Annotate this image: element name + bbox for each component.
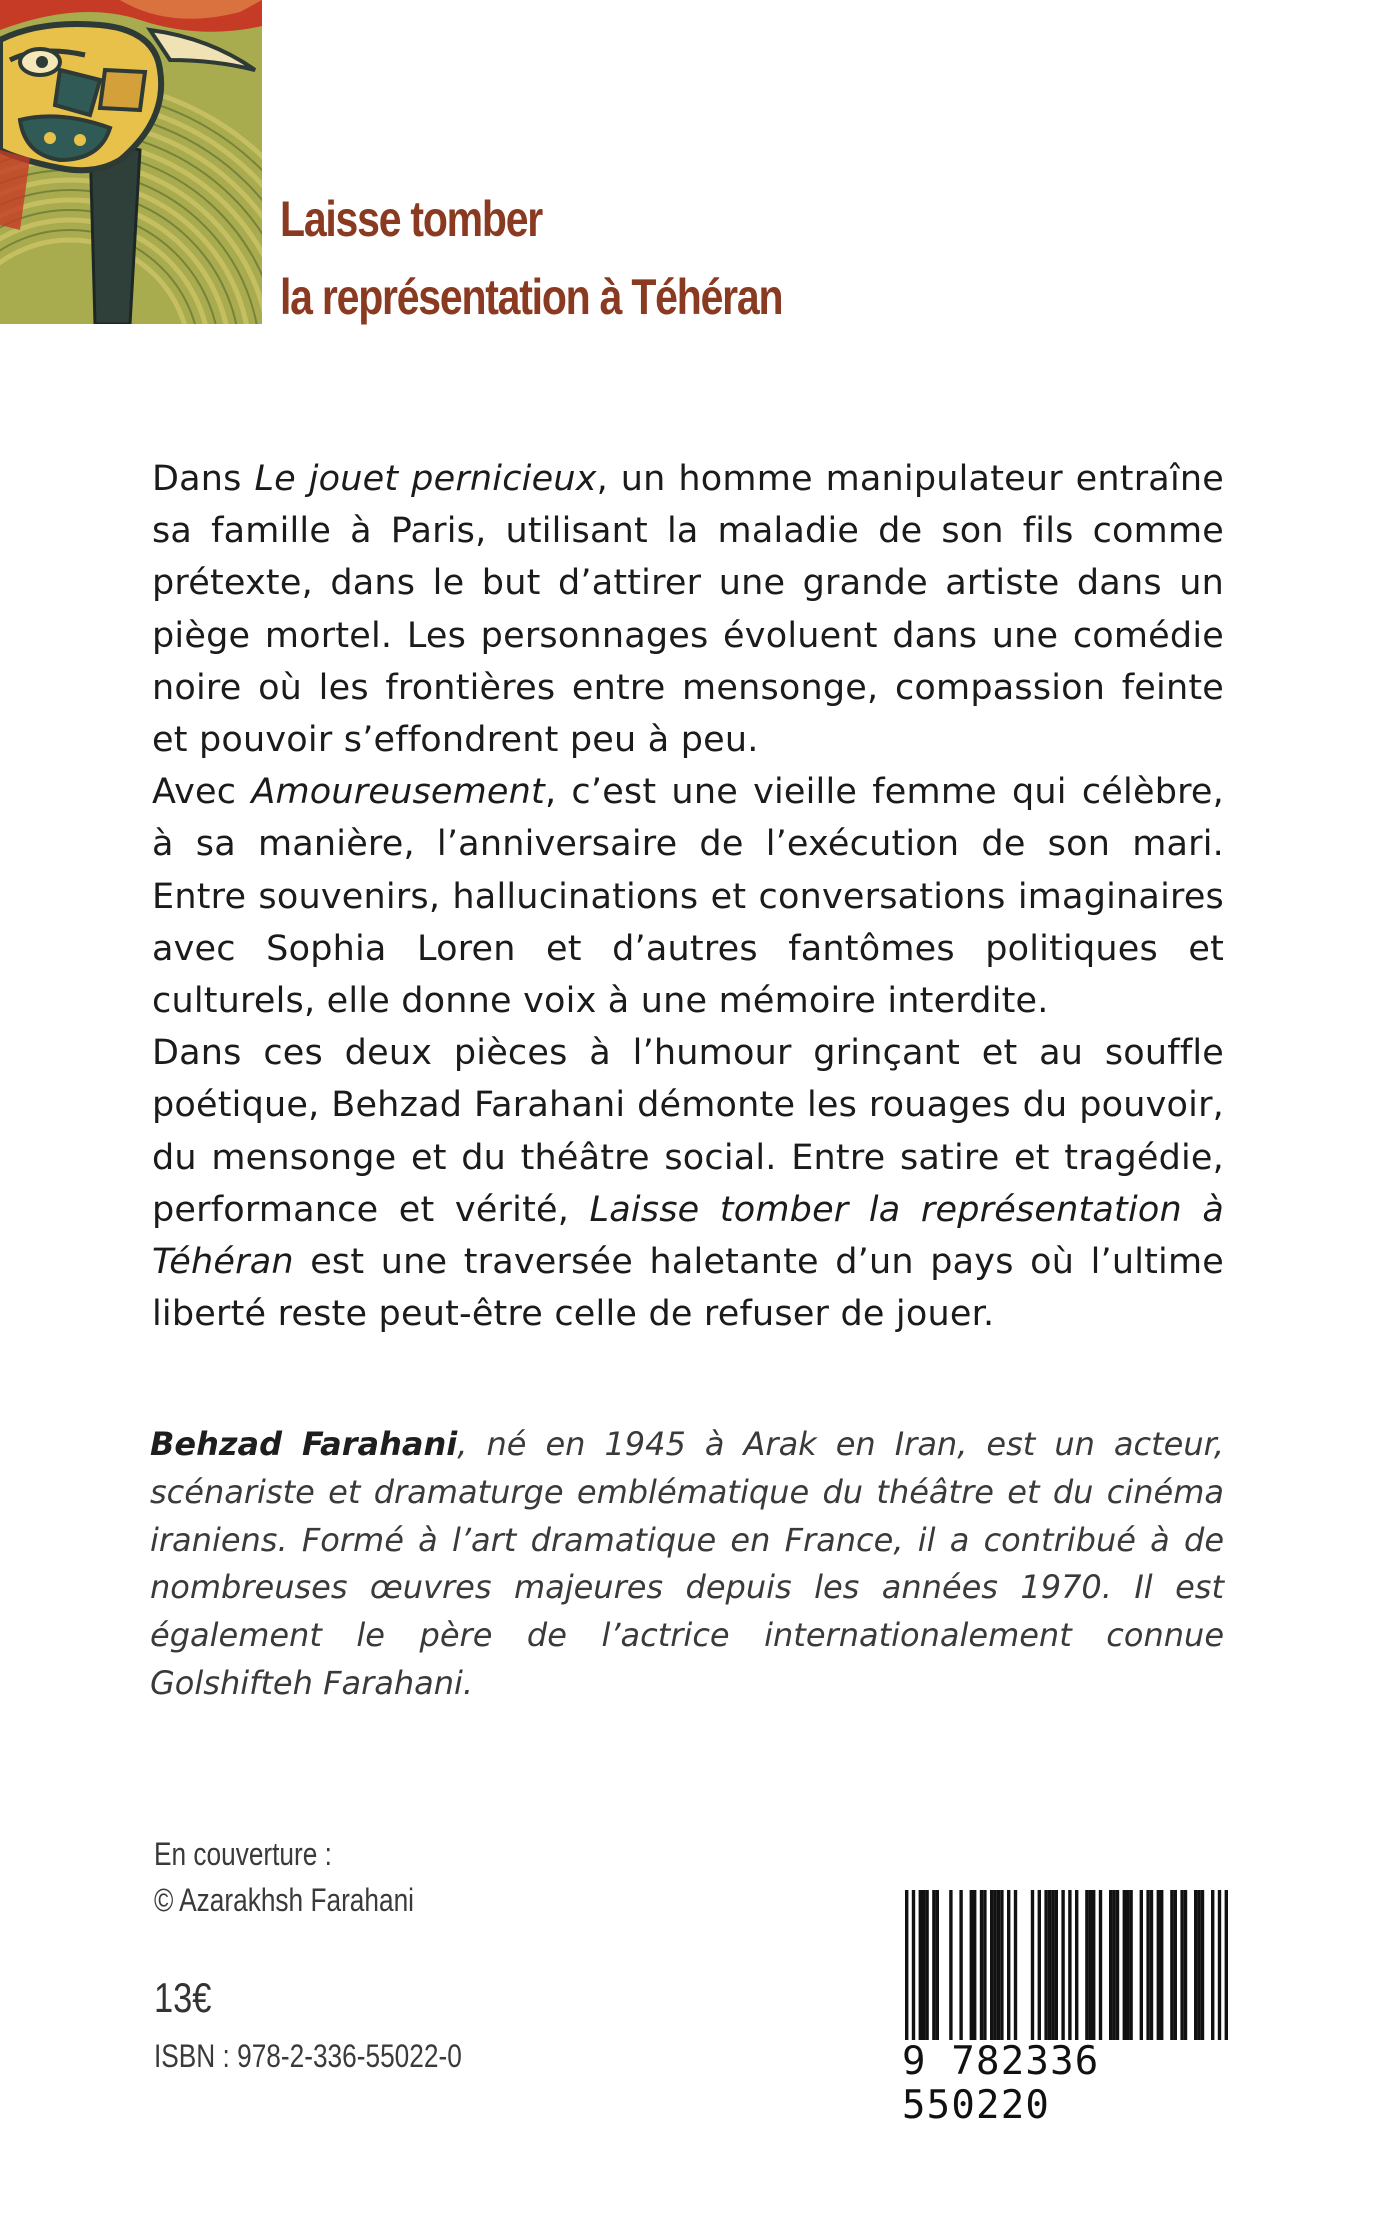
play-title-amoureusement: Amoureusement (251, 772, 545, 813)
author-bio-text: , né en 1945 à Arak en Iran, est un acteur, scénariste et dramaturge emblématique du théâtre et du cinéma iraniens. Formé à l’art dramatique en France, il a contribué à de nombreuses œuvres majeures depuis les années 1970. Il est également le père de l’actrice internationalement connue Golshifteh Farahani. (150, 1425, 1225, 1702)
synopsis-paragraph-2 (152, 766, 1224, 1027)
text-segment: est une traversée haletante d’un pays où l’ultime liberté reste peut-être celle de refuser de jouer. (152, 1242, 1224, 1335)
cover-credit-artist: © Azarakhsh Farahani (154, 1882, 415, 1918)
synopsis-paragraph-3 (152, 1027, 1224, 1340)
cover-credit-label: En couverture : (154, 1836, 332, 1872)
bull-head-painting-icon (0, 0, 262, 324)
author-name: Behzad Farahani (150, 1425, 458, 1463)
barcode-digits: 9 782336 550220 (900, 2040, 1232, 2128)
synopsis (152, 453, 1224, 1340)
title-line-1: Laisse tomber (280, 191, 543, 247)
text-segment: , un homme manipulateur entraîne sa famille à Paris, utilisant la maladie de son fils comme prétexte, dans le but d’attirer une grande artiste dans un piège mortel. Les personnages évoluent dans une comédie noire où les frontières entre mensonge, compassion feinte et pouvoir s’effondrent peu à peu. (152, 459, 1224, 761)
book-title-inline: Laisse tomber la représentation à Téhéran (152, 1189, 1224, 1283)
text-segment: Dans (152, 459, 255, 499)
text-segment: , c’est une vieille femme qui célèbre, à sa manière, l’anniversaire de l’exécution de son mari. Entre souvenirs, hallucinations et conversations imaginaires avec Sophia Loren et d’autres fantômes politiques et culturels, elle donne voix à une mémoire interdite. (152, 772, 1224, 1022)
book-title (280, 180, 782, 336)
play-title-jouet: Le jouet pernicieux (254, 459, 597, 499)
author-bio (150, 1421, 1224, 1708)
price: 13€ (154, 1974, 212, 2021)
cover-artwork (0, 0, 262, 324)
title-line-2: la représentation à Téhéran (280, 269, 783, 325)
isbn: ISBN : 978-2-336-55022-0 (154, 2038, 462, 2074)
text-segment: Dans ces deux pièces à l’humour grinçant et au souffle poétique, Behzad Farahani démonte les rouages du pouvoir, du mensonge et du théâtre social. Entre satire et tragédie, performance et vérité, (152, 1033, 1224, 1230)
synopsis-paragraph-1 (152, 453, 1224, 766)
text-segment: Avec (152, 772, 252, 813)
